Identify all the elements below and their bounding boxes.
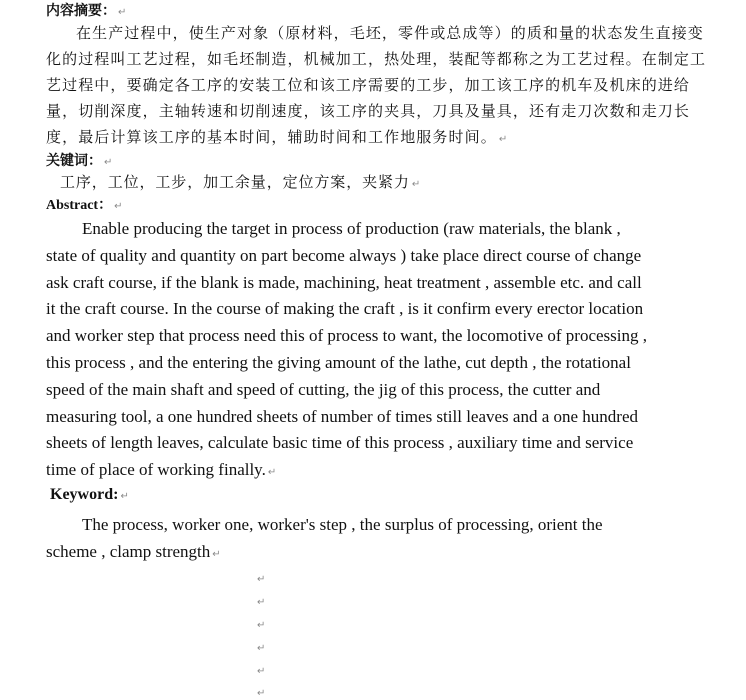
summary-line: 化的过程叫工艺过程，如毛坯制造，机械加工，热处理，装配等都称之为工艺过程。在制定工 xyxy=(46,50,707,68)
paragraph-mark: ↵ xyxy=(267,467,277,479)
keywords-en-heading-text: Keyword: xyxy=(50,486,119,503)
summary-heading xyxy=(46,0,126,20)
paragraph-mark: ↵ xyxy=(118,7,127,18)
empty-paragraph-mark: ↵ xyxy=(257,620,266,631)
empty-paragraph-mark: ↵ xyxy=(257,666,266,677)
keywords-en-line-text: scheme , clamp strength xyxy=(46,542,211,561)
abstract-line: speed of the main shaft and speed of cutting, the jig of this process, the cutter and xyxy=(46,379,601,399)
abstract-heading xyxy=(46,194,123,214)
keywords-cn-heading xyxy=(46,150,112,170)
abstract-line-text: time of place of working finally. xyxy=(46,460,266,480)
keywords-en-heading xyxy=(50,486,129,504)
abstract-line: it the craft course. In the course of making the craft , is it confirm every erector location xyxy=(46,299,644,319)
summary-line xyxy=(46,124,746,153)
empty-paragraph-mark: ↵ xyxy=(257,597,266,608)
summary-line: 艺过程中，要确定各工序的安装工位和该工序需要的工步，加工该工序的机车及机床的进给 xyxy=(46,76,691,94)
abstract-line: this process , and the entering the giving amount of the lathe, cut depth , the rotational xyxy=(46,352,631,372)
paragraph-mark: ↵ xyxy=(104,157,113,168)
keywords-en-line: The process, worker one, worker's step , the surplus of processing, orient the xyxy=(82,515,603,534)
abstract-line: state of quality and quantity on part become always ) take place direct course of change xyxy=(46,245,642,265)
paragraph-mark: ↵ xyxy=(120,491,129,502)
keywords-cn-value: 工序，工位，工步，加工余量，定位方案，夹紧力 xyxy=(60,173,410,191)
empty-paragraph-mark: ↵ xyxy=(257,688,266,699)
summary-paragraph xyxy=(46,20,746,153)
keywords-en-line xyxy=(46,538,746,568)
paragraph-mark: ↵ xyxy=(212,549,221,560)
summary-line: 在生产过程中，使生产对象（原材料，毛坯，零件或总成等）的质和量的状态发生直接变 xyxy=(76,24,704,42)
abstract-line: and worker step that process need this of process to want, the locomotive of processing , xyxy=(46,326,647,346)
summary-line: 量，切削深度，主轴转速和切削速度，该工序的夹具，刀具及量具，还有走刀次数和走刀长 xyxy=(46,102,691,120)
paragraph-mark: ↵ xyxy=(498,134,509,145)
abstract-line xyxy=(46,457,746,487)
abstract-line: ask craft course, if the blank is made, machining, heat treatment , assemble etc. and call xyxy=(46,272,642,292)
keywords-cn-heading-text: 关键词： xyxy=(46,153,102,169)
keywords-cn-text xyxy=(60,171,421,196)
abstract-line: measuring tool, a one hundred sheets of number of times still leaves and a one hundred xyxy=(46,406,639,426)
empty-paragraph-mark: ↵ xyxy=(257,643,266,654)
abstract-heading-text: Abstract： xyxy=(46,198,113,213)
abstract-line: sheets of length leaves, calculate basic time of this process , auxiliary time and service xyxy=(46,433,634,453)
paragraph-mark: ↵ xyxy=(411,179,422,190)
abstract-paragraph xyxy=(46,216,746,487)
summary-heading-text: 内容摘要： xyxy=(46,3,116,19)
paragraph-mark: ↵ xyxy=(114,201,123,212)
summary-line-text: 度，最后计算该工序的基本时间，辅助时间和工作地服务时间。 xyxy=(46,128,497,146)
empty-paragraph-mark: ↵ xyxy=(257,574,266,585)
keywords-en-paragraph xyxy=(46,511,746,568)
abstract-line: Enable producing the target in process of production (raw materials, the blank , xyxy=(82,219,621,238)
